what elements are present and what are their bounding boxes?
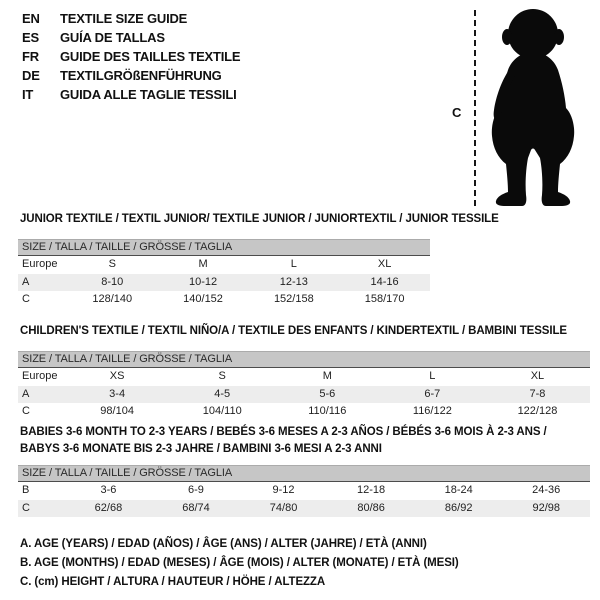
table-cell: 116/122 bbox=[412, 405, 452, 417]
row-label: A bbox=[22, 275, 30, 288]
table-cell: 68/74 bbox=[182, 501, 210, 514]
table-cell: 152/158 bbox=[273, 293, 314, 305]
language-row-fr bbox=[22, 47, 240, 66]
row-label: C bbox=[22, 293, 30, 305]
babies-table-title-line2: BABYS 3-6 MONATE BIS 2-3 JAHRE / BAMBINI 3-6 MESI A 2-3 ANNI bbox=[20, 443, 382, 455]
table-cell: S bbox=[218, 370, 226, 382]
table-cell: S bbox=[108, 258, 116, 270]
row-label: Europe bbox=[22, 370, 58, 382]
language-label: GUIDE DES TAILLES TEXTILE bbox=[60, 49, 241, 64]
table-row bbox=[18, 274, 430, 292]
table-cell: L bbox=[429, 370, 436, 382]
table-cell: 62/68 bbox=[94, 501, 123, 514]
row-label: A bbox=[22, 387, 30, 400]
table-cell: XL bbox=[377, 258, 392, 270]
table-cell: 18-24 bbox=[444, 484, 473, 496]
table-cell: 4-5 bbox=[214, 387, 231, 400]
table-row bbox=[18, 482, 590, 500]
footnote-c: C. (cm) HEIGHT / ALTURA / HAUTEUR / HÖHE / ALTEZZA bbox=[20, 576, 326, 588]
size-header-bar: SIZE / TALLA / TAILLE / GRÖSSE / TAGLIA bbox=[18, 239, 430, 256]
table-cell: M bbox=[198, 258, 208, 270]
table-cell: 80/86 bbox=[357, 501, 385, 514]
language-label: GUIDA ALLE TAGLIE TESSILI bbox=[60, 87, 237, 102]
table-cell: 3-6 bbox=[100, 484, 117, 496]
table-cell: 110/116 bbox=[308, 405, 347, 417]
table-cell: 74/80 bbox=[269, 501, 298, 514]
table-row bbox=[18, 386, 590, 404]
junior-table-title: JUNIOR TEXTILE / TEXTIL JUNIOR/ TEXTILE JUNIOR / JUNIORTEXTIL / JUNIOR TESSILE bbox=[20, 213, 499, 225]
table-cell: 7-8 bbox=[529, 387, 546, 400]
legend-footnotes bbox=[20, 535, 459, 592]
table-cell: 86/92 bbox=[444, 501, 473, 514]
table-cell: 9-12 bbox=[272, 484, 295, 496]
size-header-bar: SIZE / TALLA / TAILLE / GRÖSSE / TAGLIA bbox=[18, 351, 590, 368]
children-size-table bbox=[18, 351, 590, 421]
row-label: Europe bbox=[22, 258, 58, 270]
table-cell: 12-13 bbox=[279, 275, 308, 288]
table-cell: 10-12 bbox=[188, 275, 218, 288]
table-row bbox=[18, 291, 430, 309]
table-cell: XS bbox=[109, 370, 125, 382]
table-cell: XL bbox=[530, 370, 545, 382]
toddler-silhouette-image bbox=[482, 8, 582, 208]
table-cell: 14-16 bbox=[370, 275, 399, 288]
table-row bbox=[18, 368, 590, 386]
language-label: GUÍA DE TALLAS bbox=[60, 30, 165, 45]
language-row-de bbox=[22, 66, 240, 85]
table-cell: 122/128 bbox=[517, 405, 558, 417]
table-cell: 12-18 bbox=[357, 484, 386, 496]
table-cell: 128/140 bbox=[92, 293, 133, 305]
table-cell: 8-10 bbox=[101, 275, 124, 288]
language-label: TEXTILGRÖßENFÜHRUNG bbox=[60, 68, 222, 83]
table-cell: 5-6 bbox=[319, 387, 336, 400]
table-row bbox=[18, 500, 590, 518]
table-cell: 140/152 bbox=[183, 293, 223, 305]
language-row-es bbox=[22, 28, 240, 47]
babies-size-table bbox=[18, 465, 590, 517]
table-cell: M bbox=[322, 370, 332, 382]
language-code: FR bbox=[22, 49, 39, 64]
footnote-a: A. AGE (YEARS) / EDAD (AÑOS) / ÂGE (ANS) / ALTER (JAHRE) / ETÀ (ANNI) bbox=[20, 538, 427, 550]
height-measure-label: C bbox=[452, 105, 462, 120]
language-code: EN bbox=[22, 11, 40, 26]
language-code: ES bbox=[22, 30, 39, 45]
table-cell: 6-9 bbox=[188, 484, 204, 496]
babies-table-title bbox=[20, 424, 595, 458]
row-label: C bbox=[22, 501, 30, 514]
table-row bbox=[18, 403, 590, 421]
table-cell: L bbox=[290, 258, 297, 270]
junior-size-table bbox=[18, 239, 430, 309]
table-cell: 6-7 bbox=[424, 387, 441, 400]
children-table-title: CHILDREN'S TEXTILE / TEXTIL NIÑO/A / TEXTILE DES ENFANTS / KINDERTEXTIL / BAMBINI TESSILE bbox=[20, 325, 567, 337]
language-row-en bbox=[22, 9, 240, 28]
table-row bbox=[18, 256, 430, 274]
row-label: C bbox=[22, 405, 30, 417]
language-code: DE bbox=[22, 68, 40, 83]
babies-table-title-line1: BABIES 3-6 MONTH TO 2-3 YEARS / BEBÉS 3-6 MESES A 2-3 AÑOS / BÉBÉS 3-6 MOIS À 2-3 ANS / bbox=[20, 426, 547, 438]
table-cell: 98/104 bbox=[100, 405, 134, 417]
footnote-b: B. AGE (MONTHS) / EDAD (MESES) / ÂGE (MOIS) / ALTER (MONATE) / ETÀ (MESI) bbox=[20, 557, 459, 569]
table-cell: 92/98 bbox=[532, 501, 560, 514]
language-title-block bbox=[22, 9, 240, 104]
table-cell: 104/110 bbox=[202, 405, 242, 417]
table-cell: 158/170 bbox=[364, 293, 405, 305]
row-label: B bbox=[22, 484, 30, 496]
language-code: IT bbox=[22, 87, 34, 102]
language-row-it bbox=[22, 85, 240, 104]
table-cell: 24-36 bbox=[532, 484, 561, 496]
height-measure-dashed-line bbox=[474, 10, 476, 206]
table-cell: 3-4 bbox=[109, 387, 126, 400]
size-header-bar: SIZE / TALLA / TAILLE / GRÖSSE / TAGLIA bbox=[18, 465, 590, 482]
language-label: TEXTILE SIZE GUIDE bbox=[60, 11, 188, 26]
